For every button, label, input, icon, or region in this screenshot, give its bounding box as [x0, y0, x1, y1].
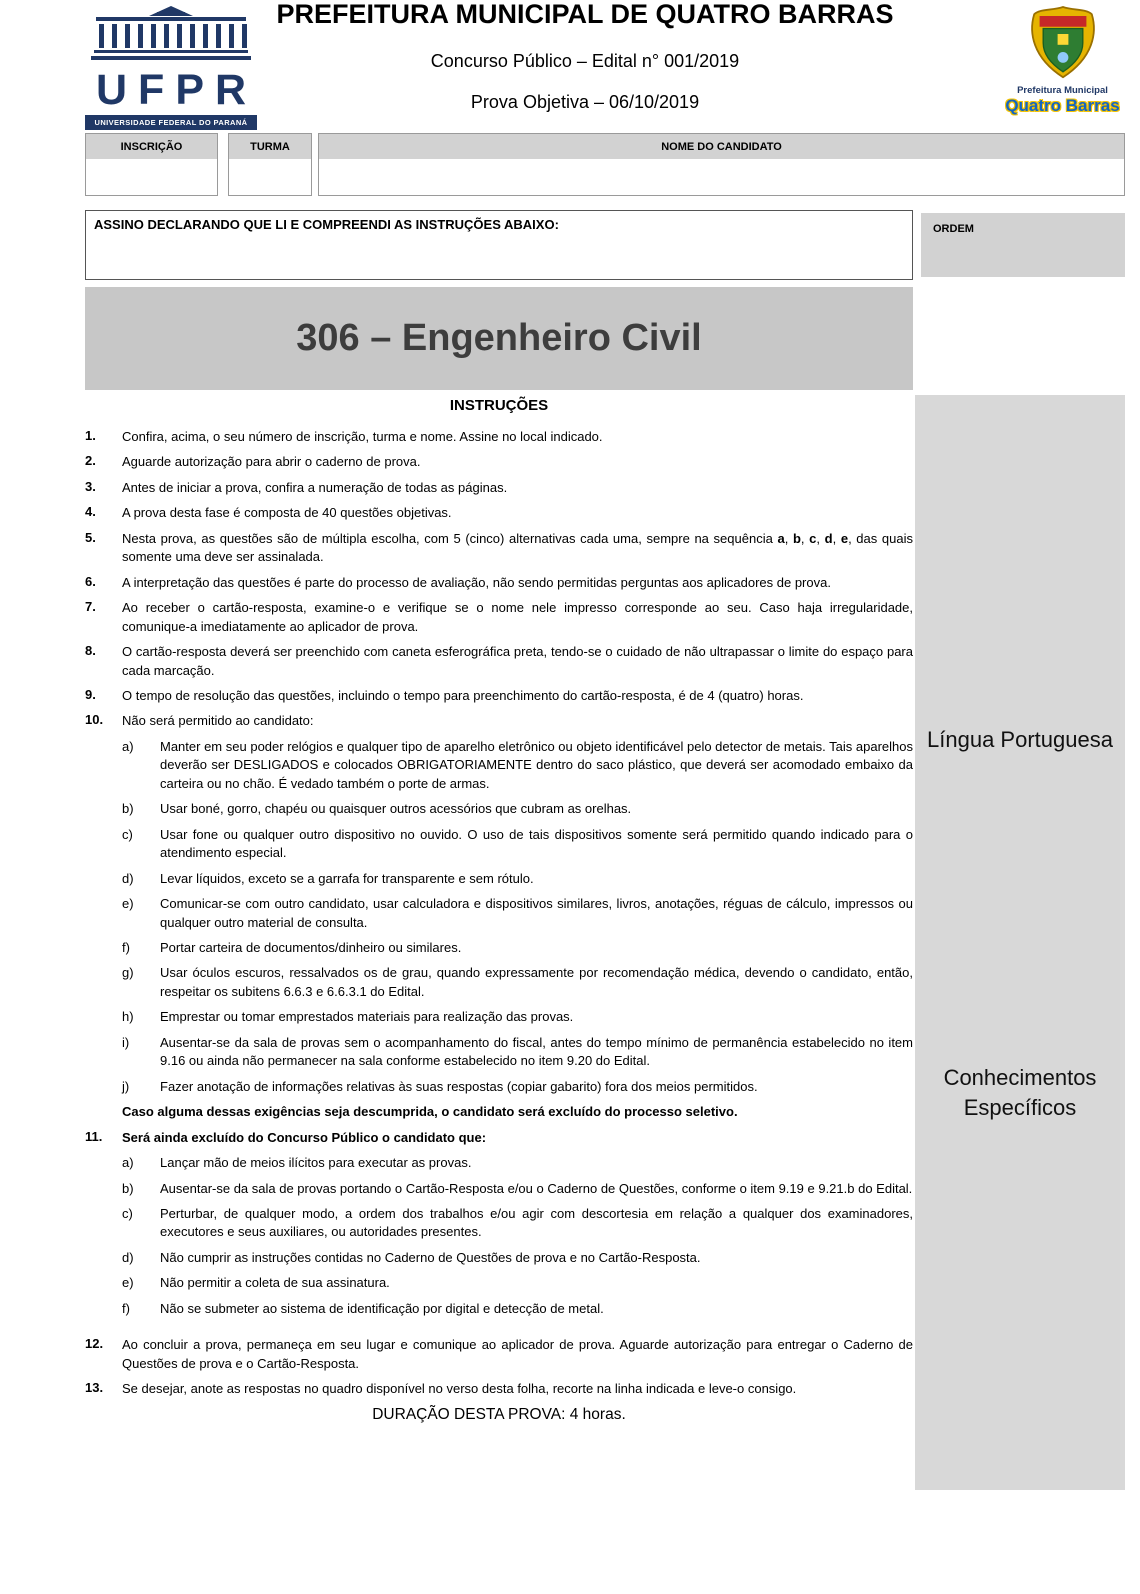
instruction-subitem — [122, 1034, 913, 1071]
subitem-letter: c) — [122, 1205, 133, 1221]
subitem-letter: j) — [122, 1078, 130, 1094]
instruction-text: Nesta prova, as questões são de múltipla escolha, com 5 (cinco) alternativas cada uma, sempre na sequência a, b, c, d, e, das quais somente uma deve ser assinalada. — [122, 530, 913, 565]
instruction-number: 1. — [85, 428, 96, 443]
subitem-letter: b) — [122, 801, 134, 817]
ufpr-logo — [85, 4, 257, 130]
instruction-item — [85, 574, 913, 592]
turma-label: TURMA — [229, 134, 311, 159]
sidebar-section-lingua-portuguesa: Língua Portuguesa — [927, 727, 1113, 752]
inscricao-field — [85, 133, 218, 196]
instruction-note: Caso alguma dessas exigências seja descumprida, o candidato será excluído do processo seletivo. — [122, 1104, 738, 1120]
subitem-letter: f) — [122, 1300, 130, 1316]
instruction-text: Antes de iniciar a prova, confira a numeração de todas as páginas. — [122, 479, 508, 495]
subitem-text: Comunicar-se com outro candidato, usar calculadora e dispositivos similares, livros, anotações, réguas de cálculo, impressos ou qualquer outro material de consulta. — [160, 896, 913, 930]
instruction-subitem — [122, 1008, 913, 1026]
instruction-text: Não será permitido ao candidato: — [122, 713, 314, 729]
instruction-subitem — [122, 1154, 913, 1172]
instructions-heading: INSTRUÇÕES — [449, 397, 549, 414]
subitem-letter: f) — [122, 939, 130, 955]
exam-title-banner — [85, 287, 913, 390]
quatro-barras-crest-icon — [1027, 68, 1099, 85]
subitem-text: Perturbar, de qualquer modo, a ordem dos trabalhos e/ou agir com descortesia em relação a qualquer dos examinadores, executores e seus auxiliares, ou autoridades presentes. — [160, 1205, 913, 1240]
subitem-letter: b) — [122, 1180, 134, 1196]
instruction-subitem — [122, 1078, 913, 1096]
instruction-item — [85, 1129, 913, 1319]
ordem-label: ORDEM — [933, 223, 974, 235]
subitem-text: Portar carteira de documentos/dinheiro ou similares. — [160, 939, 462, 955]
instruction-subitem — [122, 870, 913, 888]
subitem-letter: e) — [122, 896, 134, 912]
instructions-section — [85, 395, 913, 1424]
instruction-body — [122, 1129, 913, 1319]
instruction-text: A interpretação das questões é parte do processo de avaliação, não sendo permitidas perguntas aos aplicadores de prova. — [122, 574, 831, 590]
instruction-text: O tempo de resolução das questões, incluindo o tempo para preenchimento do cartão-resposta, é de 4 (quatro) horas. — [122, 687, 804, 703]
nome-candidato-field — [318, 133, 1125, 196]
nome-candidato-label: NOME DO CANDIDATO — [319, 134, 1124, 159]
inscricao-label: INSCRIÇÃO — [86, 134, 217, 159]
instruction-subitem — [122, 1205, 913, 1242]
instruction-number: 4. — [85, 504, 96, 520]
page-title: PREFEITURA MUNICIPAL DE QUATRO BARRAS — [276, 0, 894, 29]
instruction-subitem — [122, 964, 913, 1001]
instruction-item — [85, 530, 913, 567]
instruction-body — [122, 530, 913, 567]
instruction-item — [85, 1380, 913, 1398]
candidate-form-row — [85, 133, 1125, 196]
subitem-text: Emprestar ou tomar emprestados materiais para realização das provas. — [160, 1009, 574, 1025]
instruction-number: 10. — [85, 712, 104, 728]
instructions-list — [85, 428, 913, 1399]
subitem-text: Usar fone ou qualquer outro dispositivo no ouvido. O uso de tais dispositivos somente será permitido quando indicado para o atendimento especial. — [160, 826, 913, 861]
subitem-letter: e) — [122, 1275, 134, 1291]
instruction-item — [85, 599, 913, 636]
instruction-text: Ao receber o cartão-resposta, examine-o e verifique se o nome nele impresso corresponde ao seu. Caso haja irregularidade, comunique-a imediatamente ao aplicador de prova. — [122, 600, 913, 634]
instruction-number: 9. — [85, 686, 96, 702]
prova-subtitle: Prova Objetiva – 06/10/2019 — [470, 91, 700, 112]
ufpr-acronym: UFPR — [96, 66, 258, 114]
instruction-item — [85, 687, 913, 705]
instruction-number: 13. — [85, 1380, 104, 1396]
subitem-text: Ausentar-se da sala de provas sem o acompanhamento do fiscal, antes do tempo mínimo de permanência estabelecido no item 9.16 ou ainda não permanecer na sala conforme estabelecido no item 9.20 do Edital. — [160, 1034, 913, 1069]
instruction-number: 5. — [85, 529, 96, 545]
instruction-subitem — [122, 738, 913, 793]
instruction-subitem — [122, 939, 913, 957]
subitem-letter: a) — [122, 738, 134, 754]
instruction-subitem — [122, 895, 913, 932]
instruction-body — [122, 687, 913, 705]
instruction-body — [122, 1336, 913, 1373]
subitem-text: Ausentar-se da sala de provas portando o Cartão-Resposta e/ou o Caderno de Questões, conforme o item 9.19 e 9.21.b do Edital. — [160, 1180, 913, 1196]
subitem-letter: a) — [122, 1155, 134, 1171]
subitem-text: Não se submeter ao sistema de identificação por digital e detecção de metal. — [160, 1300, 604, 1316]
signature-declaration-box — [85, 210, 913, 280]
subitem-letter: i) — [122, 1034, 130, 1050]
instruction-text: Será ainda excluído do Concurso Público o candidato que: — [122, 1129, 487, 1145]
turma-field — [228, 133, 312, 196]
header — [255, 0, 915, 113]
instruction-subitem — [122, 1300, 913, 1318]
instruction-item — [85, 479, 913, 497]
instruction-number: 2. — [85, 453, 96, 469]
subitem-text: Não permitir a coleta de sua assinatura. — [160, 1275, 390, 1291]
subitem-letter: g) — [122, 965, 134, 981]
instruction-subitem — [122, 1249, 913, 1267]
instruction-body — [122, 1380, 913, 1398]
instruction-number: 7. — [85, 599, 96, 615]
instruction-text: Aguarde autorização para abrir o caderno de prova. — [122, 454, 421, 470]
instruction-body — [122, 599, 913, 636]
instruction-subitem — [122, 800, 913, 818]
subitem-text: Usar boné, gorro, chapéu ou quaisquer outros acessórios que cubram as orelhas. — [160, 801, 632, 817]
instruction-subitem — [122, 1274, 913, 1292]
signature-row — [85, 210, 1125, 280]
instruction-number: 11. — [85, 1128, 103, 1144]
instruction-item — [85, 643, 913, 680]
subitem-text: Usar óculos escuros, ressalvados os de grau, quando expressamente por recomendação médica, devendo o candidato, então, respeitar os subitens 6.6.3 e 6.6.3.1 do Edital. — [160, 965, 913, 999]
instruction-item — [85, 428, 913, 446]
ufpr-full-name: UNIVERSIDADE FEDERAL DO PARANÁ — [85, 115, 257, 130]
instruction-body — [122, 712, 913, 1121]
quatro-barras-line2: Quatro Barras — [1005, 96, 1120, 116]
instruction-item — [85, 504, 913, 522]
instruction-subitem — [122, 826, 913, 863]
quatro-barras-logo — [1000, 5, 1125, 116]
instruction-text: A prova desta fase é composta de 40 questões objetivas. — [122, 505, 452, 521]
instruction-text: Se desejar, anote as respostas no quadro disponível no verso desta folha, recorte na linha indicada e leve-o consigo. — [122, 1381, 797, 1397]
subject-sidebar — [915, 395, 1125, 1490]
subitem-text: Manter em seu poder relógios e qualquer tipo de aparelho eletrônico ou objeto identificável pelo detector de metais. Tais aparelhos deverão ser DESLIGADOS e colocados OBRIGATORIAMENTE dentro do saco plástico, que deverá ser acomodado embaixo da carteira ou no chão. É vedado também o porte de armas. — [160, 738, 913, 791]
instruction-number: 6. — [85, 573, 96, 589]
signature-declaration-text: ASSINO DECLARANDO QUE LI E COMPREENDI AS INSTRUÇÕES ABAIXO: — [94, 217, 559, 232]
instruction-text: O cartão-resposta deverá ser preenchido com caneta esferográfica preta, tendo-se o cuidado de não ultrapassar o limite do espaço para cada marcação. — [122, 644, 913, 678]
duration-text: DURAÇÃO DESTA PROVA: 4 horas. — [372, 1405, 626, 1423]
ordem-box — [921, 213, 1125, 277]
subitem-text: Fazer anotação de informações relativas às suas respostas (copiar gabarito) fora dos meios permitidos. — [160, 1078, 758, 1094]
subitem-letter: d) — [122, 870, 134, 886]
sidebar-section-conhecimentos-especificos: Conhecimentos Específicos — [943, 1065, 1097, 1120]
ufpr-building-icon — [91, 49, 251, 66]
instruction-item — [85, 712, 913, 1121]
instruction-subitem — [122, 1180, 913, 1198]
instruction-body — [122, 479, 913, 497]
subitem-letter: d) — [122, 1249, 134, 1265]
subitem-letter: h) — [122, 1009, 134, 1025]
instruction-body — [122, 504, 913, 522]
quatro-barras-line1: Prefeitura Municipal — [1017, 85, 1108, 96]
instruction-body — [122, 428, 913, 446]
instruction-item — [85, 453, 913, 471]
subitem-letter: c) — [122, 826, 133, 842]
subitem-text: Levar líquidos, exceto se a garrafa for transparente e sem rótulo. — [160, 870, 534, 886]
edital-subtitle: Concurso Público – Edital n° 001/2019 — [430, 50, 740, 71]
instruction-number: 12. — [85, 1336, 104, 1352]
instruction-body — [122, 574, 913, 592]
instruction-number: 3. — [85, 478, 96, 494]
exam-title: 306 – Engenheiro Civil — [296, 317, 702, 359]
instruction-body — [122, 643, 913, 680]
instruction-body — [122, 453, 913, 471]
subitem-text: Não cumprir as instruções contidas no Caderno de Questões de prova e no Cartão-Resposta. — [160, 1249, 701, 1265]
instruction-number: 8. — [85, 643, 96, 659]
instruction-item — [85, 1336, 913, 1373]
subitem-text: Lançar mão de meios ilícitos para executar as provas. — [160, 1155, 472, 1171]
instruction-text: Confira, acima, o seu número de inscrição, turma e nome. Assine no local indicado. — [122, 429, 603, 444]
instruction-text: Ao concluir a prova, permaneça em seu lugar e comunique ao aplicador de prova. Aguarde autorização para entregar o Caderno de Questões de prova e o Cartão-Resposta. — [122, 1337, 913, 1371]
